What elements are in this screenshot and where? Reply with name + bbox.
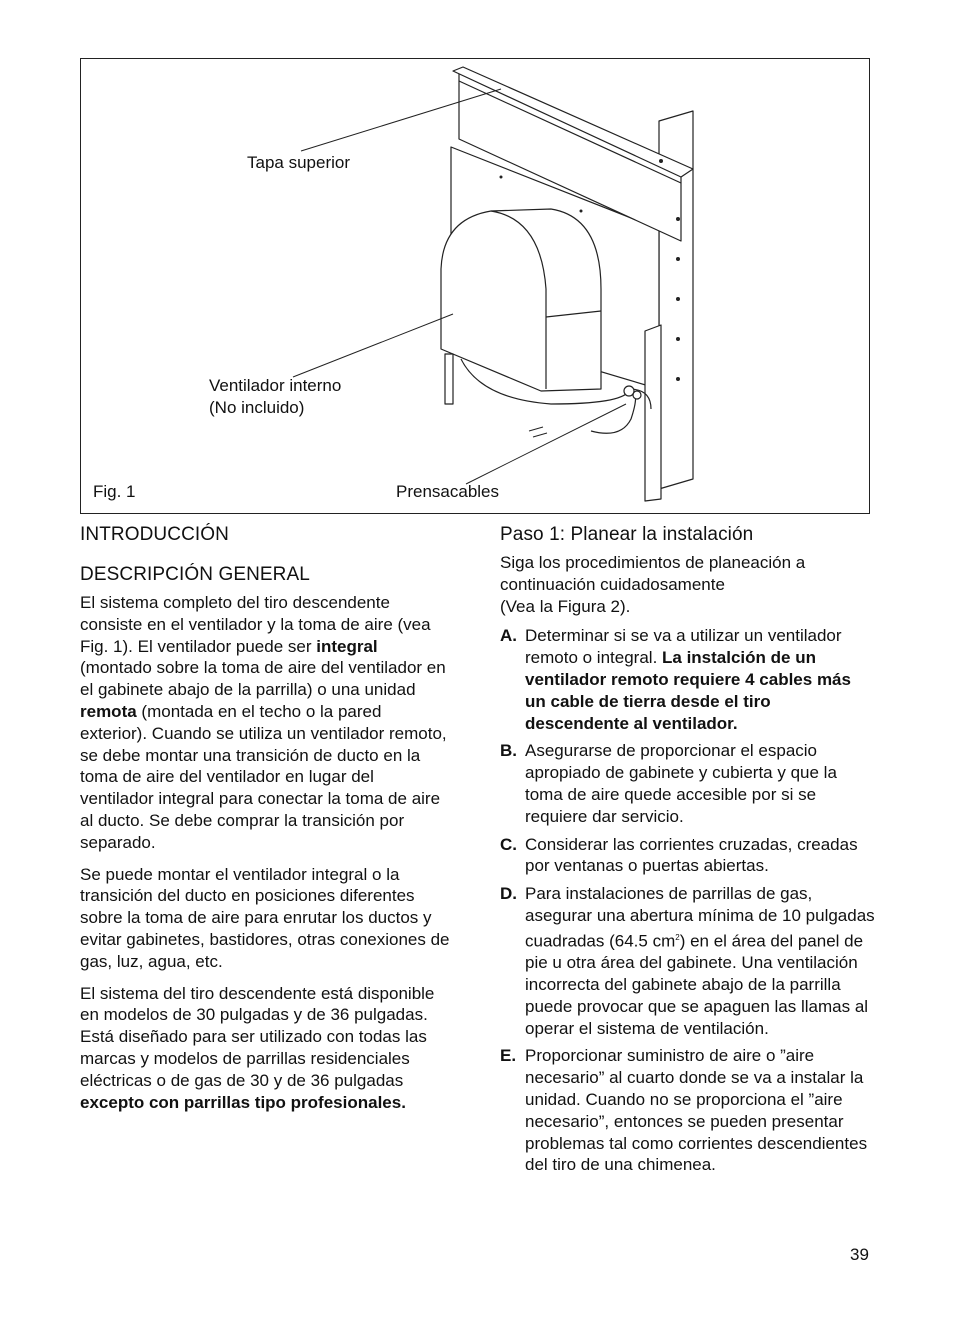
callout-cable-clamps: Prensacables [396,482,500,501]
step-item-c: C. Considerar las corrientes cruzadas, creadas por ventanas o puertas abiertas. [500,834,858,876]
page-number: 39 [850,1245,869,1264]
downdraft-illustration [81,59,871,515]
step-item-a: A. Determinar si se va a utilizar un ventilador remoto o integral. La instalción de un ventilador remoto requiere 4 cables más un cable de tierra desde el tiro descendente al ventilador. [500,626,851,733]
right-column [500,520,875,1182]
left-column [80,520,452,1123]
step-item-e: E. Proporcionar suministro de aire o ”aire necesario” al cuarto donde se va a instalar la unidad. Cuando no se proporciona el ”aire necesario”, entonces se pueden presentar problemas tal como corrientes descendientes del tiro de una chimenea. [500,1046,868,1175]
step1-intro-reference: (Vea la Figura 2). [500,596,631,616]
step-item-b: B. Asegurarse de proporcionar el espacio apropiado de gabinete y cubierta y que la toma de aire quede accesible por si se requiere dar servicio. [500,741,837,826]
paragraph-models-available: El sistema del tiro descendente está disponible en modelos de 30 pulgadas y de 36 pulgadas. Está diseñado para ser utilizado con todas las marcas y modelos de parrillas residenciales eléctricas o de gas de 30 y de 36 pulgadas excepto con parrillas tipo profesionales. [80,983,435,1112]
callout-internal-fan-line2: (No incluido) [209,398,305,417]
paragraph-system-overview: El sistema completo del tiro descendente consiste en el ventilador y la toma de aire (vea Fig. 1). El ventilador puede ser integral (montado sobre la toma de aire del ventilador en el gabinete abajo de la parrilla) o una unidad remota (montada en el techo o la pared exterior). Cuando se utiliza un ventilador remoto, se debe montar una transición de ducto en la toma de aire del ventilador en lugar del ventilador integral para conectar la toma de aire al ducto. Se debe comprar la transición por separado. [80,593,447,852]
figure-caption: Fig. 1 [93,482,136,501]
figure-1 [80,58,870,514]
step1-heading: Paso 1: Planear la instalación [500,524,754,545]
step-item-d: D. Para instalaciones de parrillas de gas, asegurar una abertura mínima de 10 pulgadas cuadradas (64.5 $cm^2$) en el área del panel de pie u otra área del gabinete. Una ventilación incorrecta del gabinete abajo de la parrilla puede provocar que se apaguen las llamas al operar el sistema de ventilación. [500,884,875,1038]
step-list [500,625,875,1176]
step1-intro: Siga los procedimientos de planeación a continuación cuidadosamente [500,553,806,594]
section-heading-general-description: DESCRIPCIÓN GENERAL [80,564,310,585]
callout-top-cover: Tapa superior [247,153,351,172]
paragraph-mounting-positions: Se puede montar el ventilador integral o la transición del ducto en posiciones diferentes sobre la toma de aire para enrutar los ductos y evitar gabinetes, bastidores, otras conexiones de gas, luz, agua, etc. [80,864,450,971]
callout-internal-fan-line1: Ventilador interno [209,376,342,395]
section-heading-introduction: INTRODUCCIÓN [80,524,229,545]
